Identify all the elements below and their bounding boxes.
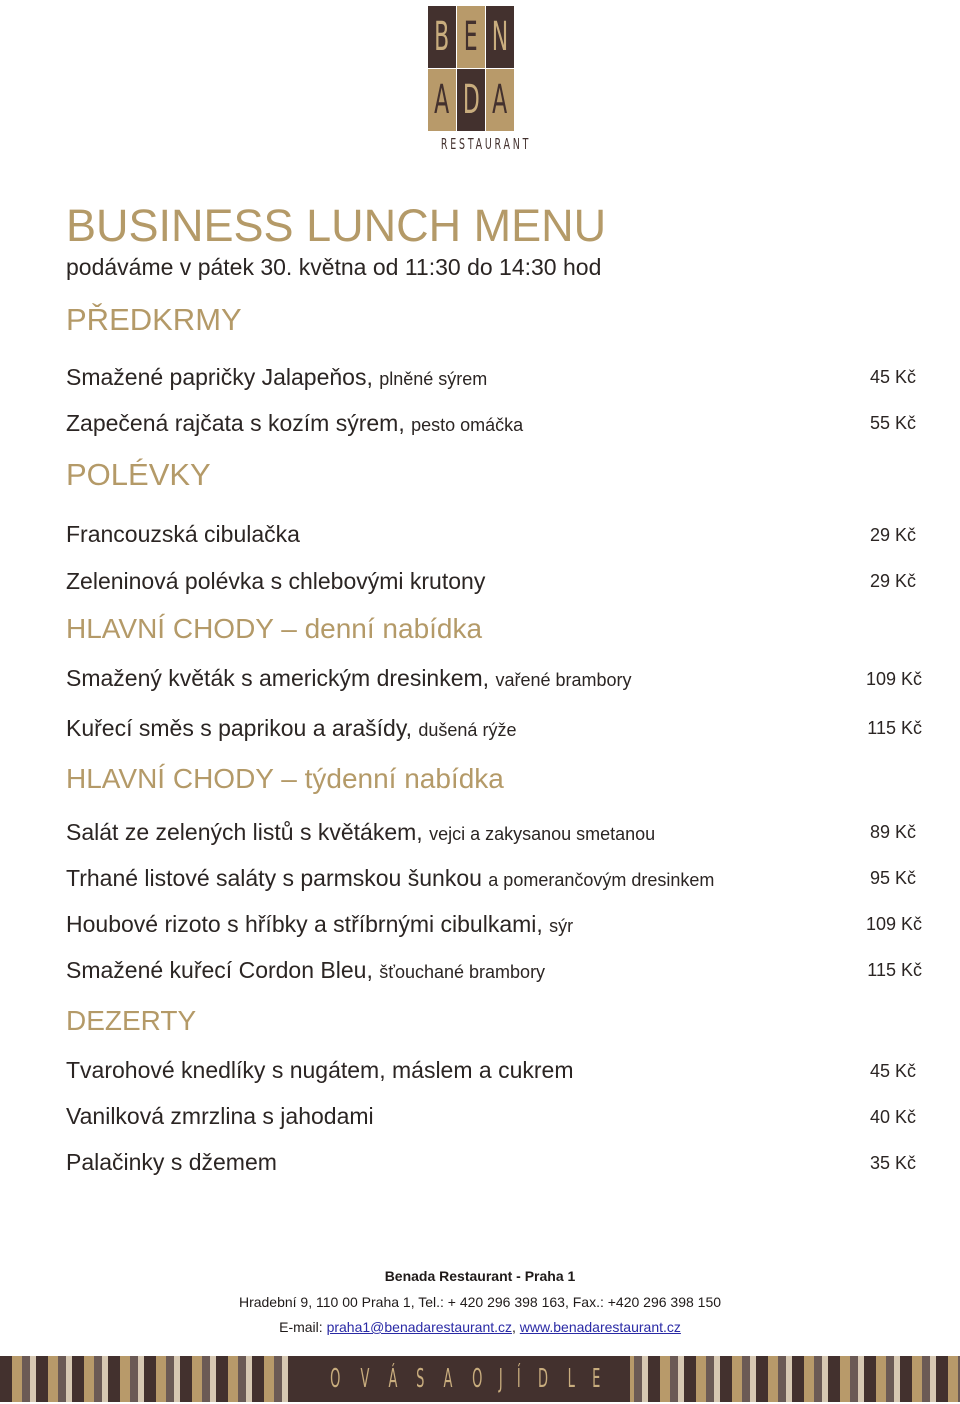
menu-item <box>66 865 714 892</box>
logo-letter: N <box>491 14 509 60</box>
menu-item <box>66 568 485 595</box>
website-link[interactable]: www.benadarestaurant.cz <box>519 1319 681 1335</box>
banner-letter: V <box>360 1364 370 1394</box>
logo-letter: D <box>462 77 480 123</box>
banner-letter: O <box>471 1364 483 1394</box>
menu-subtitle: podáváme v pátek 30. května od 11:30 do 14:30 hod <box>66 254 602 280</box>
item-note: dušená rýže <box>418 720 517 740</box>
section-heading-starters: PŘEDKRMY <box>66 302 242 337</box>
logo-grid <box>428 6 514 131</box>
banner-letter: Á <box>388 1364 398 1394</box>
item-price: 45 Kč <box>869 1061 916 1081</box>
logo-letter: B <box>434 14 450 60</box>
item-price: 89 Kč <box>869 822 916 842</box>
item-name: Smažený květák s americkým dresinkem, <box>66 665 490 691</box>
banner-letter: J <box>499 1364 504 1394</box>
item-name: Tvarohové knedlíky s nugátem, máslem a cukrem <box>66 1057 574 1083</box>
menu-item <box>66 410 523 437</box>
item-note: vařené brambory <box>495 670 632 690</box>
item-price: 115 Kč <box>867 960 922 980</box>
footer-contact <box>0 1319 960 1335</box>
menu-item <box>66 957 545 984</box>
item-price: 109 Kč <box>865 914 922 934</box>
menu-title: BUSINESS LUNCH MENU <box>66 200 607 251</box>
item-note: vejci a zakysanou smetanou <box>429 824 656 844</box>
menu-item <box>66 521 300 548</box>
item-note: šťouchané brambory <box>379 962 546 982</box>
menu-item <box>66 1057 573 1084</box>
logo-letter: A <box>492 77 508 123</box>
footer-address: Hradební 9, 110 00 Praha 1, Tel.: + 420 296 398 163, Fax.: +420 296 398 150 <box>238 1294 722 1310</box>
item-name: Houbové rizoto s hříbky a stříbrnými cibulkami, <box>66 911 543 937</box>
item-name: Smažené papričky Jalapeňos, <box>66 364 373 390</box>
item-price: 29 Kč <box>869 525 916 545</box>
menu-item <box>66 1103 374 1130</box>
banner-letter: S <box>416 1364 425 1394</box>
banner-slogan <box>300 1356 630 1402</box>
footer-restaurant-name: Benada Restaurant - Praha 1 <box>384 1268 576 1284</box>
menu-item <box>66 715 516 742</box>
restaurant-logo <box>428 6 532 153</box>
section-heading-desserts: DEZERTY <box>66 1005 197 1036</box>
item-price: 35 Kč <box>869 1153 916 1173</box>
banner-letter: Í <box>517 1364 522 1394</box>
item-price: 40 Kč <box>869 1107 916 1127</box>
item-name: Francouzská cibulačka <box>66 521 300 547</box>
footer-separator: , <box>512 1319 520 1335</box>
item-name: Smažené kuřecí Cordon Bleu, <box>66 957 373 983</box>
item-name: Kuřecí směs s paprikou a arašídy, <box>66 715 412 741</box>
item-note: a pomerančovým dresinkem <box>488 870 715 890</box>
banner-letter: D <box>538 1364 549 1394</box>
menu-item <box>66 665 632 692</box>
item-note: plněné sýrem <box>379 369 488 389</box>
item-name: Palačinky s džemem <box>66 1149 277 1175</box>
banner-letter: O <box>330 1364 341 1394</box>
menu-item <box>66 364 487 391</box>
item-name: Vanilková zmrzlina s jahodami <box>66 1103 374 1129</box>
item-note: sýr <box>549 916 574 936</box>
menu-item <box>66 911 573 938</box>
item-price: 29 Kč <box>869 571 916 591</box>
item-price: 95 Kč <box>869 868 916 888</box>
menu-item <box>66 819 655 846</box>
item-note: pesto omáčka <box>411 415 524 435</box>
section-heading-daily-mains: HLAVNÍ CHODY – denní nabídka <box>66 613 483 644</box>
logo-letter: E <box>464 14 478 60</box>
item-name: Trhané listové saláty s parmskou šunkou <box>66 865 482 891</box>
logo-subtitle: RESTAURANT <box>440 135 532 153</box>
banner-letter: L <box>567 1364 575 1394</box>
email-label: E-mail: <box>279 1319 327 1335</box>
item-name: Zeleninová polévka s chlebovými krutony <box>66 568 486 594</box>
item-price: 55 Kč <box>869 413 916 433</box>
logo-letter: A <box>434 77 450 123</box>
item-price: 45 Kč <box>869 367 916 387</box>
email-link[interactable]: praha1@benadarestaurant.cz <box>326 1319 513 1335</box>
section-heading-weekly-mains: HLAVNÍ CHODY – týdenní nabídka <box>66 763 504 794</box>
item-price: 109 Kč <box>865 669 922 689</box>
item-price: 115 Kč <box>867 718 922 738</box>
menu-item <box>66 1149 277 1176</box>
section-heading-soups: POLÉVKY <box>66 457 211 492</box>
item-name: Salát ze zelených listů s květákem, <box>66 819 423 845</box>
banner-letter: E <box>592 1364 601 1394</box>
banner-letter: A <box>443 1364 453 1394</box>
item-name: Zapečená rajčata s kozím sýrem, <box>66 410 405 436</box>
